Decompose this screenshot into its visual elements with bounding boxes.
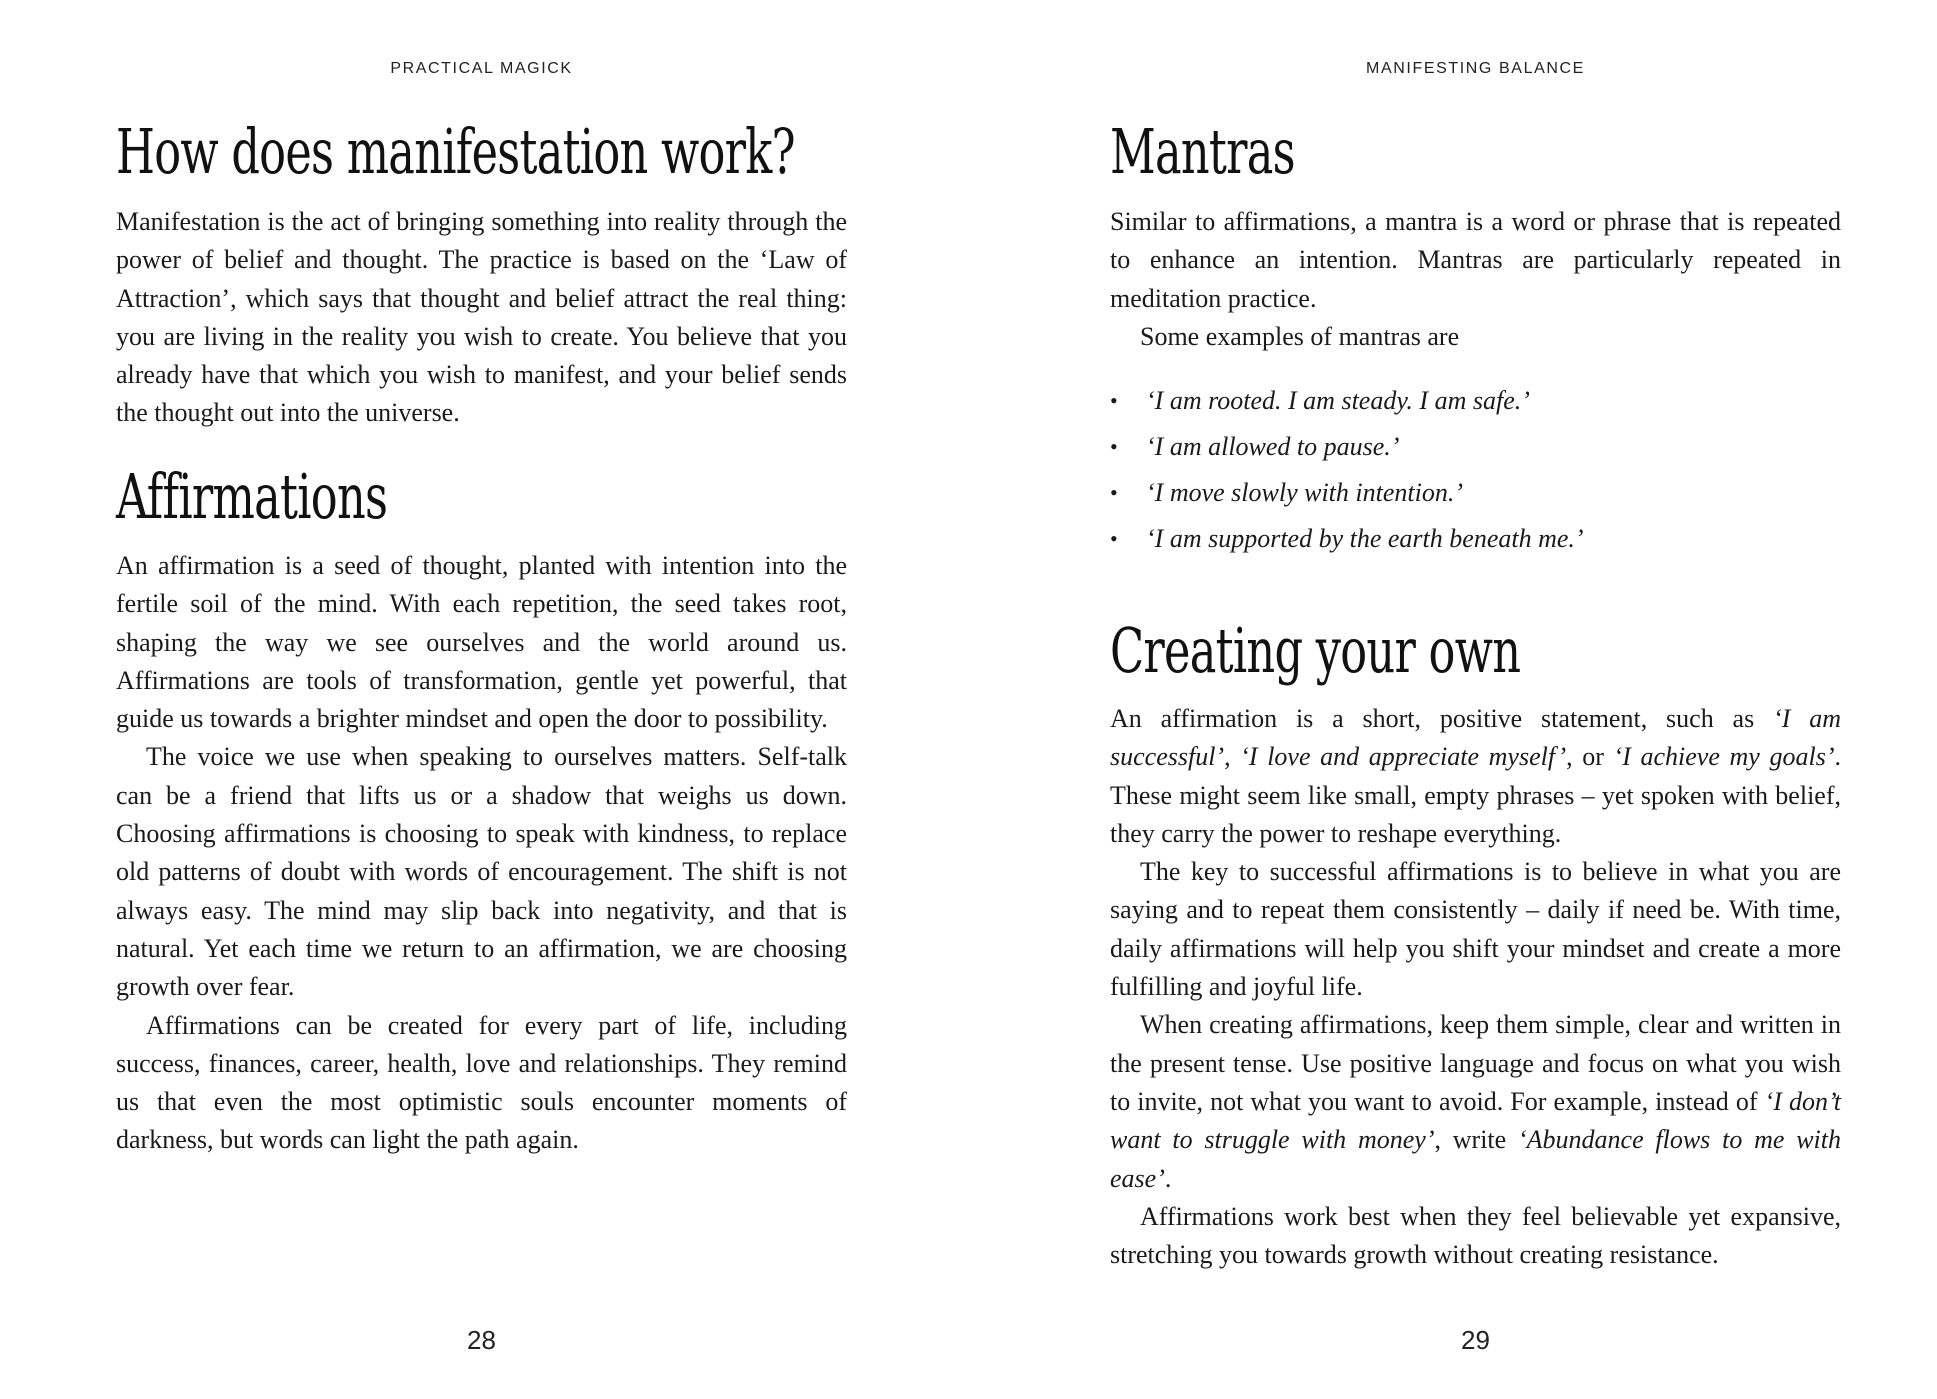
affirmations-body <box>116 547 847 1160</box>
section-affirmations <box>116 460 847 533</box>
heading-how-manifestation-works: How does manifestation work? <box>116 115 795 188</box>
heading-creating-your-own: Creating your own <box>1110 614 1521 687</box>
creating-paragraph-4: Affirmations work best when they feel believable yet expansive, stretching you towards growth without creating resistance. <box>1110 1201 1841 1270</box>
mantras-body <box>1110 203 1841 356</box>
bullet-icon: • <box>1110 434 1118 459</box>
running-head-left: PRACTICAL MAGICK <box>390 60 573 77</box>
right-page <box>1110 0 1841 1399</box>
affirmations-paragraph-3: Affirmations can be created for every part of life, including success, finances, career, health, love and relationships. They remind us that even the most optimistic souls encounter moments of darkness, but words can light the path again. <box>116 1010 847 1155</box>
section-mantras <box>1110 115 1841 188</box>
mantra-item: • ‘I am rooted. I am steady. I am safe.’ <box>1110 378 1841 424</box>
creating-paragraph-3: When creating affirmations, keep them simple, clear and written in the present tense. Use positive language and focus on what you wish to invite, not what you want to avoid. For example, instead of ‘I don’t want to struggle with money’, write ‘Abundance flows to me with ease’. <box>1110 1010 1841 1193</box>
bullet-icon: • <box>1110 526 1118 551</box>
creating-paragraph-2: The key to successful affirmations is to believe in what you are saying and to repeat them consistently – daily if need be. With time, daily affirmations will help you shift your mindset and create a more fulfilling and joyful life. <box>1110 857 1841 1002</box>
heading-mantras: Mantras <box>1110 115 1295 188</box>
left-page <box>116 0 847 1399</box>
manifestation-body <box>116 203 847 433</box>
mantra-item: • ‘I am supported by the earth beneath me.’ <box>1110 516 1841 562</box>
mantras-intro: Some examples of mantras are <box>1140 321 1460 351</box>
page-number-right: 29 <box>1461 1325 1490 1355</box>
mantras-paragraph: Similar to affirmations, a mantra is a word or phrase that is repeated to enhance an intention. Mantras are particularly repeated in meditation practice. <box>1110 207 1841 313</box>
running-head-right: MANIFESTING BALANCE <box>1366 60 1585 77</box>
affirmations-paragraph-2: The voice we use when speaking to ourselves matters. Self-talk can be a friend that lifts us or a shadow that weighs us down. Choosing affirmations is choosing to speak with kindness, to replace old patterns of doubt with words of encouragement. The shift is not always easy. The mind may slip back into negativity, and that is natural. Yet each time we return to an affirmation, we are choosing growth over fear. <box>116 742 847 1002</box>
mantras-examples <box>1110 378 1841 562</box>
creating-paragraph-1: An affirmation is a short, positive statement, such as ‘I am successful’, ‘I love and appreciate myself’, or ‘I achieve my goals’. These might seem like small, empty phrases – yet spoken with belief, they carry the power to reshape everything. <box>1110 704 1842 848</box>
bullet-icon: • <box>1110 480 1118 505</box>
bullet-icon: • <box>1110 388 1118 413</box>
section-how-manifestation-works <box>116 115 847 188</box>
mantra-item: • ‘I am allowed to pause.’ <box>1110 424 1841 470</box>
creating-body <box>1110 700 1841 1274</box>
mantra-item: • ‘I move slowly with intention.’ <box>1110 470 1841 516</box>
page-number-left: 28 <box>467 1325 496 1355</box>
heading-affirmations: Affirmations <box>116 460 388 533</box>
affirmations-paragraph-1: An affirmation is a seed of thought, planted with intention into the fertile soil of the mind. With each repetition, the seed takes root, shaping the way we see ourselves and the world around us. Affirmations are tools of transformation, gentle yet powerful, that guide us towards a brighter mindset and open the door to possibility. <box>116 551 847 734</box>
manifestation-paragraph: Manifestation is the act of bringing something into reality through the power of belief and thought. The practice is based on the ‘Law of Attraction’, which says that thought and belief attract the real thing: you are living in the reality you wish to create. You believe that you already have that which you wish to manifest, and your belief sends the thought out into the universe. <box>116 207 847 428</box>
section-creating-your-own <box>1110 614 1841 687</box>
mantras-list <box>1110 378 1841 562</box>
